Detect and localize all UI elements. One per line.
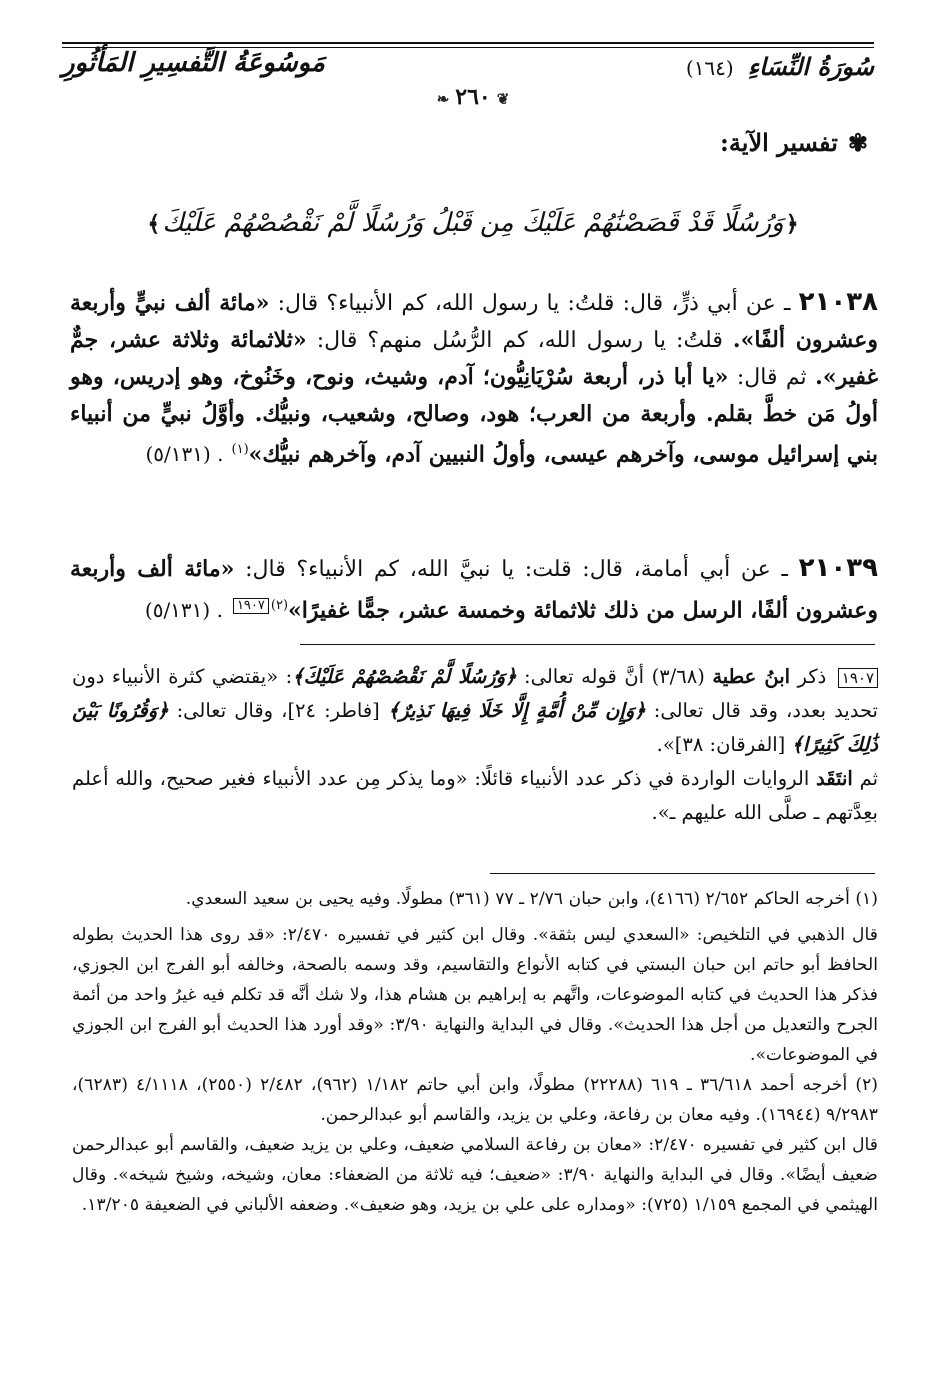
surah-title: سُورَةُ النِّسَاءِ	[747, 52, 874, 81]
running-header	[62, 48, 874, 88]
book-title: مَوسُوعَةُ التَّفسِيرِ المَأثُورِ	[62, 48, 325, 78]
volume-reference: . (٥/١٣١)	[144, 598, 223, 623]
verse-number: (١٦٤)	[685, 56, 734, 80]
section-title-text: تفسير الآية:	[720, 128, 838, 157]
hadith-quote: «يا أبا ذر، أربعة سُرْيَانِيُّون؛ آدم، وشيث، ونوح، وخَنُوخ، وهو إدريس، وهو أولُ مَن خطَّ بقلم. وأربعة من العرب؛ هود، وصالح، وشعيب، ونبيُّك. وأوَّلُ نبيٍّ من أنبياء بني إسرائيل موسى، وآخرهم عيسى، وأولُ النبيين آدم، وآخرهم نبيُّك»	[70, 364, 878, 468]
note-text: (٣/٦٨) أنَّ قوله تعالى:	[516, 665, 713, 688]
footnote-separator	[490, 873, 875, 874]
footnote-2-comment: قال ابن كثير في تفسيره ٢/٤٧٠: «معان بن رفاعة السلامي ضعيف، وعلي بن يزيد ضعيف، والقاسم أبو عبدالرحمن ضعيف أيضًا». وقال في البداية والنهاية ٣/٩٠: «ضعيف؛ فيه ثلاثة من الضعفاء: معان، وشيخه، وشيخ شيخه». وقال الهيثمي في المجمع ١/١٥٩ (٧٢٥): «ومداره على علي بن يزيد، وهو ضعيف». وضعفه الألباني في الضعيفة ١٣/٢٠٥.	[72, 1135, 879, 1215]
note-separator	[300, 644, 875, 645]
hadith-quote: «ثلاثمائة وثلاثة عشر، جمٌّ غفير».	[70, 327, 878, 390]
note-text: : «يقتضي كثرة الأنبياء دون تحديد بعدد، وقد قال تعالى:	[72, 665, 878, 722]
quran-verse	[60, 208, 886, 238]
scholar-name: ابنُ عطية	[712, 665, 791, 688]
note-verb: انتَقَد	[816, 767, 853, 790]
note-text: الروايات الواردة في ذكر عدد الأنبياء قائلًا: «وما يذكر مِن عدد الأنبياء فغير صحيح، والله أعلم بعِدَّتهم ـ صلَّى الله عليهم ـ».	[72, 767, 878, 824]
hadith-number: ٢١٠٣٨	[798, 287, 878, 317]
hadith-text: ـ عن أبي ذرٍّ، قال: قلتُ: يا رسول الله، كم الأنبياء؟ قال:	[269, 291, 799, 316]
verse-text: وَرُسُلًا قَدْ قَصَصْنَٰهُمْ عَلَيْكَ مِن قَبْلُ وَرُسُلًا لَّمْ نَقْصُصْهُمْ عَلَيْكَ	[162, 208, 784, 238]
footnote-1-comment: قال الذهبي في التلخيص: «السعدي ليس بثقة». وقال ابن كثير في تفسيره ٢/٤٧٠: «قد روى هذا الحديث بطوله الحافظ أبو حاتم ابن حبان البستي في كتابه الأنواع والتقاسيم، وقد وسمه بالصحة، وخالفه أبو الفرج ابن الجوزي، فذكر هذا الحديث في كتابه الموضوعات، واتَّهم به إبراهيم بن هشام هذا، ولا شك أنَّه قد تكلم فيه غيرُ واحد من أئمة الجرح والتعديل من أجل هذا الحديث». وقال في البداية والنهاية ٣/٩٠: «وقد أورد هذا الحديث أبو الفرج ابن الجوزي في الموضوعات».	[72, 925, 879, 1065]
scroll-ornament-icon: ❦	[496, 90, 510, 108]
hadith-entry	[70, 550, 878, 628]
commentary-note	[72, 660, 878, 830]
footnote-marker[interactable]: (٢)	[270, 598, 289, 613]
note-text: ذكر	[790, 665, 834, 688]
section-heading	[720, 128, 868, 157]
hadith-number: ٢١٠٣٩	[798, 553, 878, 583]
footnote-1: (١) أخرجه الحاكم ٢/٦٥٢ (٤١٦٦)، وابن حبان ٢/٧٦ ـ ٧٧ (٣٦١) مطولًا. وفيه يحيى بن سعيد السعدي.	[185, 889, 878, 909]
flower-ornament-icon: ✾	[847, 127, 868, 157]
note-text: ثم	[852, 767, 878, 790]
hadith-quote: «مائة ألف نبيٍّ وأربعة وعشرون ألفًا».	[70, 290, 878, 353]
header-rule-thick	[62, 42, 874, 44]
note-reference-box[interactable]: ١٩٠٧	[233, 598, 269, 614]
verse-bracket-close: ﴾	[147, 211, 161, 237]
hadith-quote: «مائة ألف وأربعة وعشرون ألفًا، الرسل من ذلك ثلاثمائة وخمسة عشر، جمًّا غفيرًا»	[70, 556, 878, 624]
scroll-ornament-icon: ❧	[436, 90, 450, 108]
header-rule-thin	[62, 47, 874, 48]
hadith-text: قلتُ: يا رسول الله، كم الرُّسُل منهم؟ قال:	[306, 328, 733, 353]
footnotes	[72, 884, 878, 1220]
quran-quote: ﴿وَإِن مِّنْ أُمَّةٍ إِلَّا خَلَا فِيهَا نَذِيرٌ﴾	[387, 699, 646, 722]
hadith-text: ـ عن أبي أمامة، قال: قلت: يا نبيَّ الله، كم الأنبياء؟ قال:	[234, 557, 799, 582]
note-number-box: ١٩٠٧	[838, 668, 878, 688]
hadith-text: ثم قال:	[728, 365, 816, 390]
volume-reference: . (٥/١٣١)	[145, 442, 224, 467]
hadith-entry	[70, 284, 878, 472]
quran-quote: ﴿وَقُرُونًا بَيْنَ ذَٰلِكَ كَثِيرًا﴾	[72, 699, 878, 756]
footnote-2: (٢) أخرجه أحمد ٣٦/٦١٨ ـ ٦١٩ (٢٢٢٨٨) مطولًا، وابن أبي حاتم ١/١٨٢ (٩٦٢)، ٢/٤٨٢ (٢٥٥٠)، ٤/١١١٨ (٦٢٨٣)، ٩/٢٩٨٣ (١٦٩٤٤). وفيه معان بن رفاعة، وعلي بن يزيد، والقاسم أبو عبدالرحمن.	[72, 1075, 879, 1125]
quran-quote: ﴿وَرُسُلًا لَّمْ نَقْصُصْهُمْ عَلَيْكَ﴾	[292, 665, 517, 688]
note-text: [الفرقان: ٣٨]».	[656, 733, 792, 756]
verse-bracket-open: ﴿	[785, 211, 799, 237]
header-surah	[686, 52, 874, 81]
page-number: ٢٦٠	[455, 84, 491, 110]
note-text: [فاطر: ٢٤]، وقال تعالى:	[168, 699, 388, 722]
page-number-row	[0, 84, 946, 110]
footnote-marker[interactable]: (١)	[231, 442, 249, 457]
